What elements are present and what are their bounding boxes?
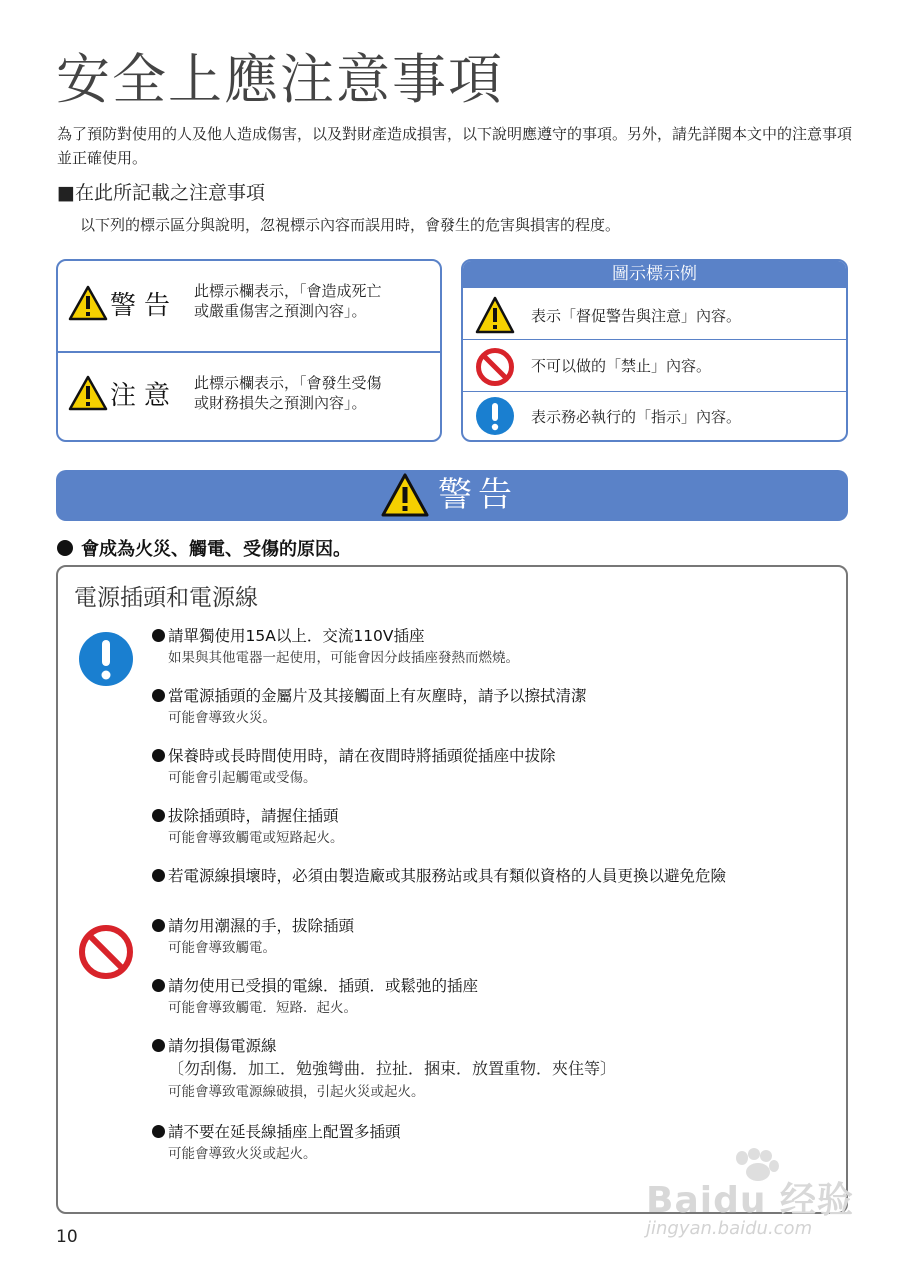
section-title: 電源插頭和電源線 — [74, 585, 258, 611]
list-item — [152, 745, 842, 789]
legend-text-caution — [194, 373, 434, 413]
item-note: 可能會導致觸電。 — [168, 940, 276, 956]
bullet-icon — [152, 919, 165, 932]
item-note: 可能會導致觸電或短路起火。 — [168, 830, 344, 846]
icon-examples-box — [461, 259, 848, 442]
watermark-url: jingyan.baidu.com — [646, 1218, 813, 1239]
example-header: 圖示標示例 — [463, 261, 846, 288]
prohibition-icon — [78, 924, 134, 980]
example-row-prohibition — [463, 341, 846, 392]
example-text: 表示務必執行的「指示」內容。 — [531, 408, 742, 426]
item-title: 若電源線損壞時，必須由製造廠或其服務站或具有類似資格的人員更換以避免危險 — [168, 867, 727, 885]
power-cord-section — [56, 565, 848, 1214]
banner-label: 警告 — [438, 475, 518, 515]
legend-text-line: 此標示欄表示，「會發生受傷 — [194, 374, 382, 392]
item-title: 請單獨使用15A以上．交流110V插座 — [168, 627, 425, 645]
bullet-icon — [152, 689, 165, 702]
item-note: 可能會引起觸電或受傷。 — [168, 770, 317, 786]
legend-text-line: 或財務損失之預測內容」。 — [194, 394, 367, 412]
warning-triangle-icon — [68, 285, 108, 321]
bullet-icon — [57, 540, 73, 556]
list-item — [152, 625, 842, 669]
bullet-icon — [152, 979, 165, 992]
bullet-icon — [152, 1039, 165, 1052]
cause-line — [57, 535, 351, 561]
example-row-warning — [463, 289, 846, 340]
bullet-icon — [152, 749, 165, 762]
legend-row-warning — [58, 261, 440, 353]
list-item — [152, 1035, 842, 1103]
hazard-level-legend — [56, 259, 442, 442]
legend-text-line: 此標示欄表示，「會造成死亡 — [194, 282, 382, 300]
item-title: 請勿使用已受損的電線．插頭．或鬆弛的插座 — [168, 977, 479, 995]
list-item — [152, 915, 842, 959]
item-note: 可能會導致火災或起火。 — [168, 1146, 317, 1162]
mandatory-exclamation-icon — [78, 631, 134, 687]
page-title: 安全上應注意事項 — [56, 48, 504, 111]
cause-text: 會成為火災、觸電、受傷的原因。 — [81, 539, 351, 560]
bullet-icon — [152, 869, 165, 882]
bullet-icon — [152, 629, 165, 642]
baidu-watermark — [640, 1150, 855, 1250]
page-number: 10 — [56, 1227, 78, 1247]
legend-label-caution: 注意 — [110, 381, 179, 411]
item-note: 可能會導致火災。 — [168, 710, 276, 726]
list-item — [152, 685, 842, 729]
list-item — [152, 865, 842, 887]
list-item — [152, 975, 842, 1019]
warning-triangle-icon — [475, 295, 515, 335]
sub-heading: ■在此所記載之注意事項 — [57, 182, 265, 204]
bullet-icon — [152, 1125, 165, 1138]
item-title: 請勿損傷電源線 — [168, 1037, 277, 1055]
legend-label-warning: 警告 — [110, 291, 179, 321]
bullet-icon — [152, 809, 165, 822]
legend-text-line: 或嚴重傷害之預測內容」。 — [194, 302, 367, 320]
example-text: 表示「督促警告與注意」內容。 — [531, 307, 742, 325]
item-title: 當電源插頭的金屬片及其接觸面上有灰塵時，請予以擦拭清潔 — [168, 687, 587, 705]
item-title: 請不要在延長線插座上配置多插頭 — [168, 1123, 401, 1141]
legend-text-warning — [194, 281, 434, 321]
item-title: 請勿用潮濕的手，拔除插頭 — [168, 917, 355, 935]
sub-description: 以下列的標示區分與說明，忽視標示內容而誤用時，會發生的危害與損害的程度。 — [80, 216, 621, 234]
warning-triangle-icon — [381, 473, 429, 517]
prohibition-icon — [475, 347, 515, 387]
example-row-mandatory — [463, 392, 846, 442]
warning-banner — [56, 470, 848, 521]
watermark-logo: Baidu 经验 — [646, 1180, 855, 1221]
item-note: 可能會導致觸電．短路．起火。 — [168, 1000, 357, 1016]
intro-paragraph: 為了預防對使用的人及他人造成傷害，以及對財產造成損害，以下說明應遵守的事項。另外，請先詳閱本文中的注意事項並正確使用。 — [57, 125, 853, 167]
item-note: 如果與其他電器一起使用，可能會因分歧插座發熱而燃燒。 — [168, 650, 519, 666]
item-note: 可能會導致電源線破損，引起火災或起火。 — [168, 1084, 425, 1100]
item-detail: 〔勿刮傷．加工．勉強彎曲．拉扯．捆束．放置重物．夾住等〕 — [168, 1059, 617, 1078]
warning-triangle-icon — [68, 375, 108, 411]
legend-row-caution — [58, 351, 440, 441]
list-item — [152, 805, 842, 849]
item-title: 保養時或長時間使用時，請在夜間時將插頭從插座中拔除 — [168, 747, 556, 765]
item-title: 拔除插頭時，請握住插頭 — [168, 807, 339, 825]
example-text: 不可以做的「禁止」內容。 — [531, 357, 712, 375]
mandatory-exclamation-icon — [475, 396, 515, 436]
